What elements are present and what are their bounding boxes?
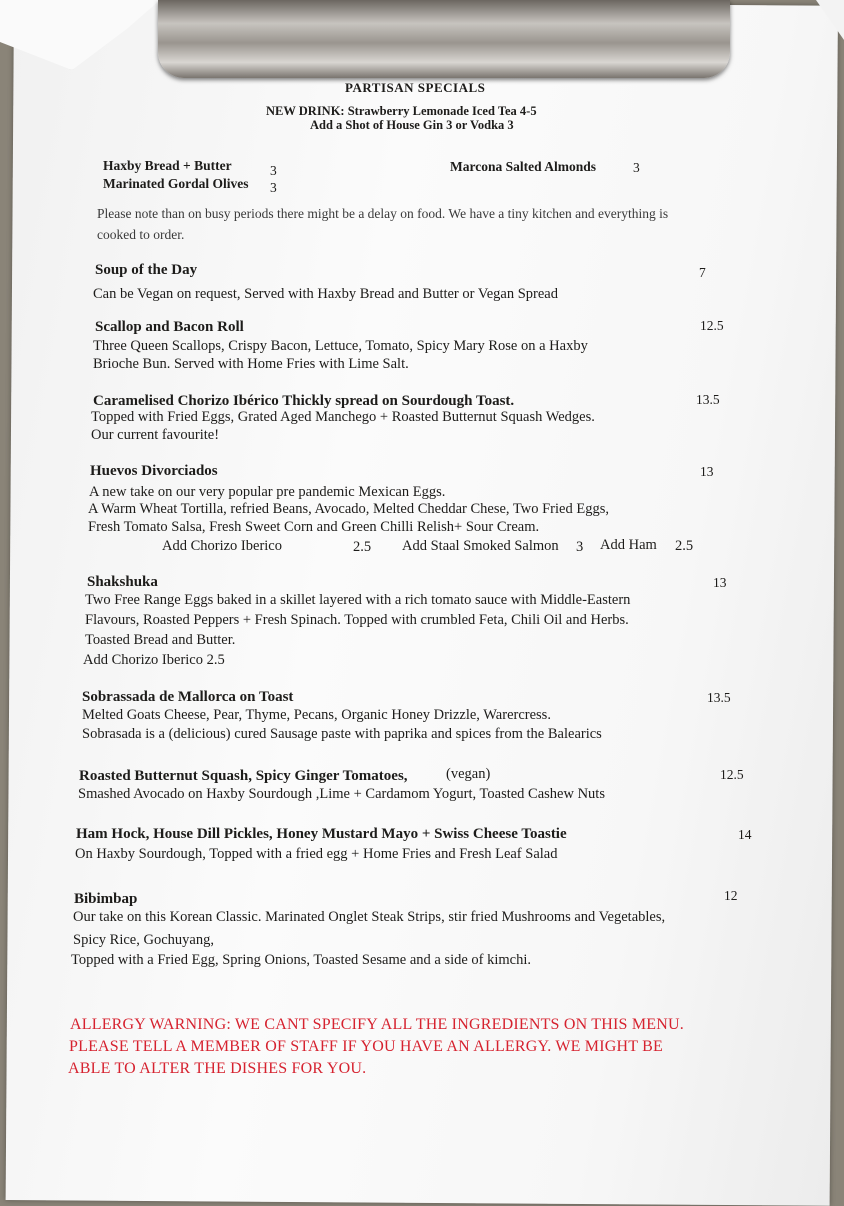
side-bread: Haxby Bread + Butter (103, 158, 232, 173)
side-bread-price: 3 (270, 163, 277, 178)
addon-label: Add Chorizo Iberico (162, 538, 282, 554)
menu-title: PARTISAN SPECIALS (345, 80, 486, 95)
dish-description: Fresh Tomato Salsa, Fresh Sweet Corn and Green Chilli Relish+ Sour Cream. (88, 519, 540, 535)
side-almonds-price: 3 (633, 160, 640, 175)
dish-title: Huevos Divorciados (90, 463, 218, 479)
dish-description: Topped with a Fried Egg, Spring Onions, Toasted Sesame and a side of kimchi. (71, 952, 532, 968)
dish-price: 14 (738, 827, 752, 842)
dish-description: A new take on our very popular pre pandemic Mexican Eggs. (89, 484, 446, 500)
clipboard-clip (158, 0, 730, 78)
dish-description: Melted Goats Cheese, Pear, Thyme, Pecans, Organic Honey Drizzle, Warercress. (82, 707, 551, 723)
dish-price: 13.5 (707, 690, 731, 705)
dish-description: A Warm Wheat Tortilla, refried Beans, Avocado, Melted Cheddar Chese, Two Fried Eggs, (88, 501, 609, 517)
dish-description: Our current favourite! (91, 427, 220, 443)
dish-title: Ham Hock, House Dill Pickles, Honey Mustard Mayo + Swiss Cheese Toastie (76, 826, 567, 842)
dish-price: 12 (724, 888, 738, 903)
dish-price: 13 (713, 575, 727, 590)
side-almonds: Marcona Salted Almonds (450, 159, 597, 174)
dish-title: Soup of the Day (95, 262, 198, 278)
dish-price: 12.5 (700, 318, 724, 333)
addon-label: Add Ham (600, 537, 657, 553)
new-drink-line: NEW DRINK: Strawberry Lemonade Iced Tea 4-5 (266, 104, 537, 118)
delay-notice-line1: Please note than on busy periods there might be a delay on food. We have a tiny kitchen and everything is (97, 206, 669, 221)
dish-price: 13.5 (696, 392, 720, 407)
addon-label: Add Staal Smoked Salmon (402, 538, 559, 554)
dish-title: Sobrassada de Mallorca on Toast (82, 689, 294, 705)
drink-addon-line: Add a Shot of House Gin 3 or Vodka 3 (310, 118, 514, 132)
side-olives-price: 3 (270, 180, 277, 195)
allergy-warning-line3: ABLE TO ALTER THE DISHES FOR YOU. (68, 1060, 367, 1077)
dish-description: Toasted Bread and Butter. (85, 632, 236, 648)
dish-title: Roasted Butternut Squash, Spicy Ginger Tomatoes, (79, 768, 408, 784)
dish-description: Three Queen Scallops, Crispy Bacon, Lettuce, Tomato, Spicy Mary Rose on a Haxby (93, 338, 588, 354)
dish-price: 13 (700, 464, 714, 479)
dish-description: On Haxby Sourdough, Topped with a fried egg + Home Fries and Fresh Leaf Salad (75, 846, 558, 862)
addon-price: 2.5 (675, 538, 694, 554)
delay-notice-line2: cooked to order. (97, 227, 185, 242)
dish-title: Caramelised Chorizo Ibérico Thickly spread on Sourdough Toast. (93, 393, 515, 409)
dish-description: Flavours, Roasted Peppers + Fresh Spinach. Topped with crumbled Feta, Chili Oil and Herbs. (85, 612, 629, 628)
dish-description: Two Free Range Eggs baked in a skillet layered with a rich tomato sauce with Middle-Eastern (85, 592, 631, 608)
dish-title: Bibimbap (74, 891, 138, 907)
vegan-tag: (vegan) (446, 766, 491, 782)
dish-description: Our take on this Korean Classic. Marinated Onglet Steak Strips, stir fried Mushrooms and Vegetables, (73, 909, 666, 925)
addon-price: 2.5 (353, 539, 372, 555)
addon-price: 3 (576, 539, 584, 555)
dish-description: Topped with Fried Eggs, Grated Aged Manchego + Roasted Butternut Squash Wedges. (91, 409, 595, 425)
dish-price: 7 (699, 265, 706, 280)
side-olives: Marinated Gordal Olives (103, 176, 249, 191)
dish-description: Sobrasada is a (delicious) cured Sausage paste with paprika and spices from the Balearics (82, 726, 602, 742)
dish-description: Spicy Rice, Gochuyang, (73, 932, 214, 948)
dish-description: Add Chorizo Iberico 2.5 (83, 652, 225, 668)
dish-description: Brioche Bun. Served with Home Fries with Lime Salt. (93, 356, 409, 372)
allergy-warning-line2: PLEASE TELL A MEMBER OF STAFF IF YOU HAVE AN ALLERGY. WE MIGHT BE (69, 1038, 663, 1055)
dish-price: 12.5 (720, 767, 744, 782)
dish-title: Shakshuka (87, 574, 158, 590)
dish-description: Can be Vegan on request, Served with Haxby Bread and Butter or Vegan Spread (93, 286, 558, 302)
allergy-warning-line1: ALLERGY WARNING: WE CANT SPECIFY ALL THE INGREDIENTS ON THIS MENU. (70, 1016, 684, 1033)
dish-title: Scallop and Bacon Roll (95, 319, 244, 335)
dish-description: Smashed Avocado on Haxby Sourdough ,Lime + Cardamom Yogurt, Toasted Cashew Nuts (78, 786, 605, 802)
